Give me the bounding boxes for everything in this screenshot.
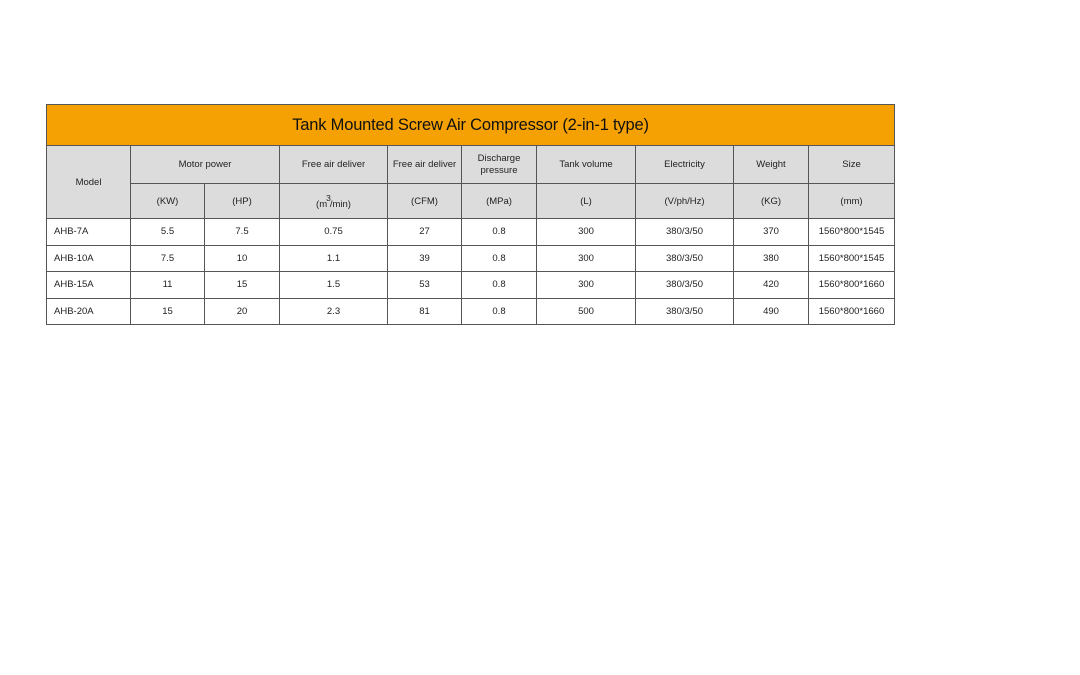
cell-mpa: 0.8 <box>462 298 537 325</box>
unit-kg: (KG) <box>734 184 809 219</box>
cell-mpa: 0.8 <box>462 245 537 272</box>
table-row <box>47 245 895 272</box>
header-size: Size <box>809 146 895 184</box>
title-row <box>47 105 895 146</box>
header-free-air-deliver-m3: Free air deliver <box>280 146 388 184</box>
cell-kw: 11 <box>131 272 205 299</box>
cell-weight: 370 <box>734 219 809 246</box>
cell-size: 1560*800*1660 <box>809 272 895 299</box>
cell-model: AHB-10A <box>47 245 131 272</box>
table-row <box>47 219 895 246</box>
cell-kw: 5.5 <box>131 219 205 246</box>
cell-size: 1560*800*1545 <box>809 245 895 272</box>
unit-kw: (KW) <box>131 184 205 219</box>
unit-m3-superscript: 3 <box>326 192 331 203</box>
table-title: Tank Mounted Screw Air Compressor (2-in-1 type) <box>47 105 895 146</box>
header-model: Model <box>47 146 131 219</box>
cell-tank-volume: 300 <box>537 219 636 246</box>
cell-size: 1560*800*1660 <box>809 298 895 325</box>
cell-m3-per-min: 2.3 <box>280 298 388 325</box>
cell-tank-volume: 500 <box>537 298 636 325</box>
cell-m3-per-min: 1.1 <box>280 245 388 272</box>
header-row <box>47 146 895 184</box>
cell-size: 1560*800*1545 <box>809 219 895 246</box>
table-row <box>47 272 895 299</box>
cell-kw: 15 <box>131 298 205 325</box>
cell-weight: 420 <box>734 272 809 299</box>
cell-electricity: 380/3/50 <box>636 298 734 325</box>
table-row <box>47 298 895 325</box>
spec-table <box>46 104 895 325</box>
header-tank-volume: Tank volume <box>537 146 636 184</box>
cell-hp: 10 <box>205 245 280 272</box>
cell-mpa: 0.8 <box>462 272 537 299</box>
cell-hp: 15 <box>205 272 280 299</box>
header-electricity: Electricity <box>636 146 734 184</box>
cell-hp: 20 <box>205 298 280 325</box>
cell-m3-per-min: 1.5 <box>280 272 388 299</box>
cell-kw: 7.5 <box>131 245 205 272</box>
cell-cfm: 53 <box>388 272 462 299</box>
unit-row <box>47 184 895 219</box>
header-discharge-pressure: Discharge pressure <box>462 146 537 184</box>
unit-cfm: (CFM) <box>388 184 462 219</box>
unit-m3-per-min <box>280 184 388 219</box>
cell-weight: 380 <box>734 245 809 272</box>
unit-liters: (L) <box>537 184 636 219</box>
unit-electricity: (V/ph/Hz) <box>636 184 734 219</box>
cell-tank-volume: 300 <box>537 245 636 272</box>
unit-mpa: (MPa) <box>462 184 537 219</box>
cell-tank-volume: 300 <box>537 272 636 299</box>
cell-electricity: 380/3/50 <box>636 272 734 299</box>
cell-electricity: 380/3/50 <box>636 245 734 272</box>
header-free-air-deliver-cfm: Free air deliver <box>388 146 462 184</box>
cell-mpa: 0.8 <box>462 219 537 246</box>
unit-hp: (HP) <box>205 184 280 219</box>
cell-model: AHB-7A <box>47 219 131 246</box>
header-weight: Weight <box>734 146 809 184</box>
cell-m3-per-min: 0.75 <box>280 219 388 246</box>
cell-model: AHB-20A <box>47 298 131 325</box>
unit-m3-close: /min) <box>329 198 351 210</box>
cell-model: AHB-15A <box>47 272 131 299</box>
header-motor-power: Motor power <box>131 146 280 184</box>
unit-mm: (mm) <box>809 184 895 219</box>
cell-cfm: 27 <box>388 219 462 246</box>
cell-cfm: 39 <box>388 245 462 272</box>
cell-cfm: 81 <box>388 298 462 325</box>
cell-hp: 7.5 <box>205 219 280 246</box>
unit-m3-open: (m <box>316 198 328 210</box>
cell-electricity: 380/3/50 <box>636 219 734 246</box>
cell-weight: 490 <box>734 298 809 325</box>
